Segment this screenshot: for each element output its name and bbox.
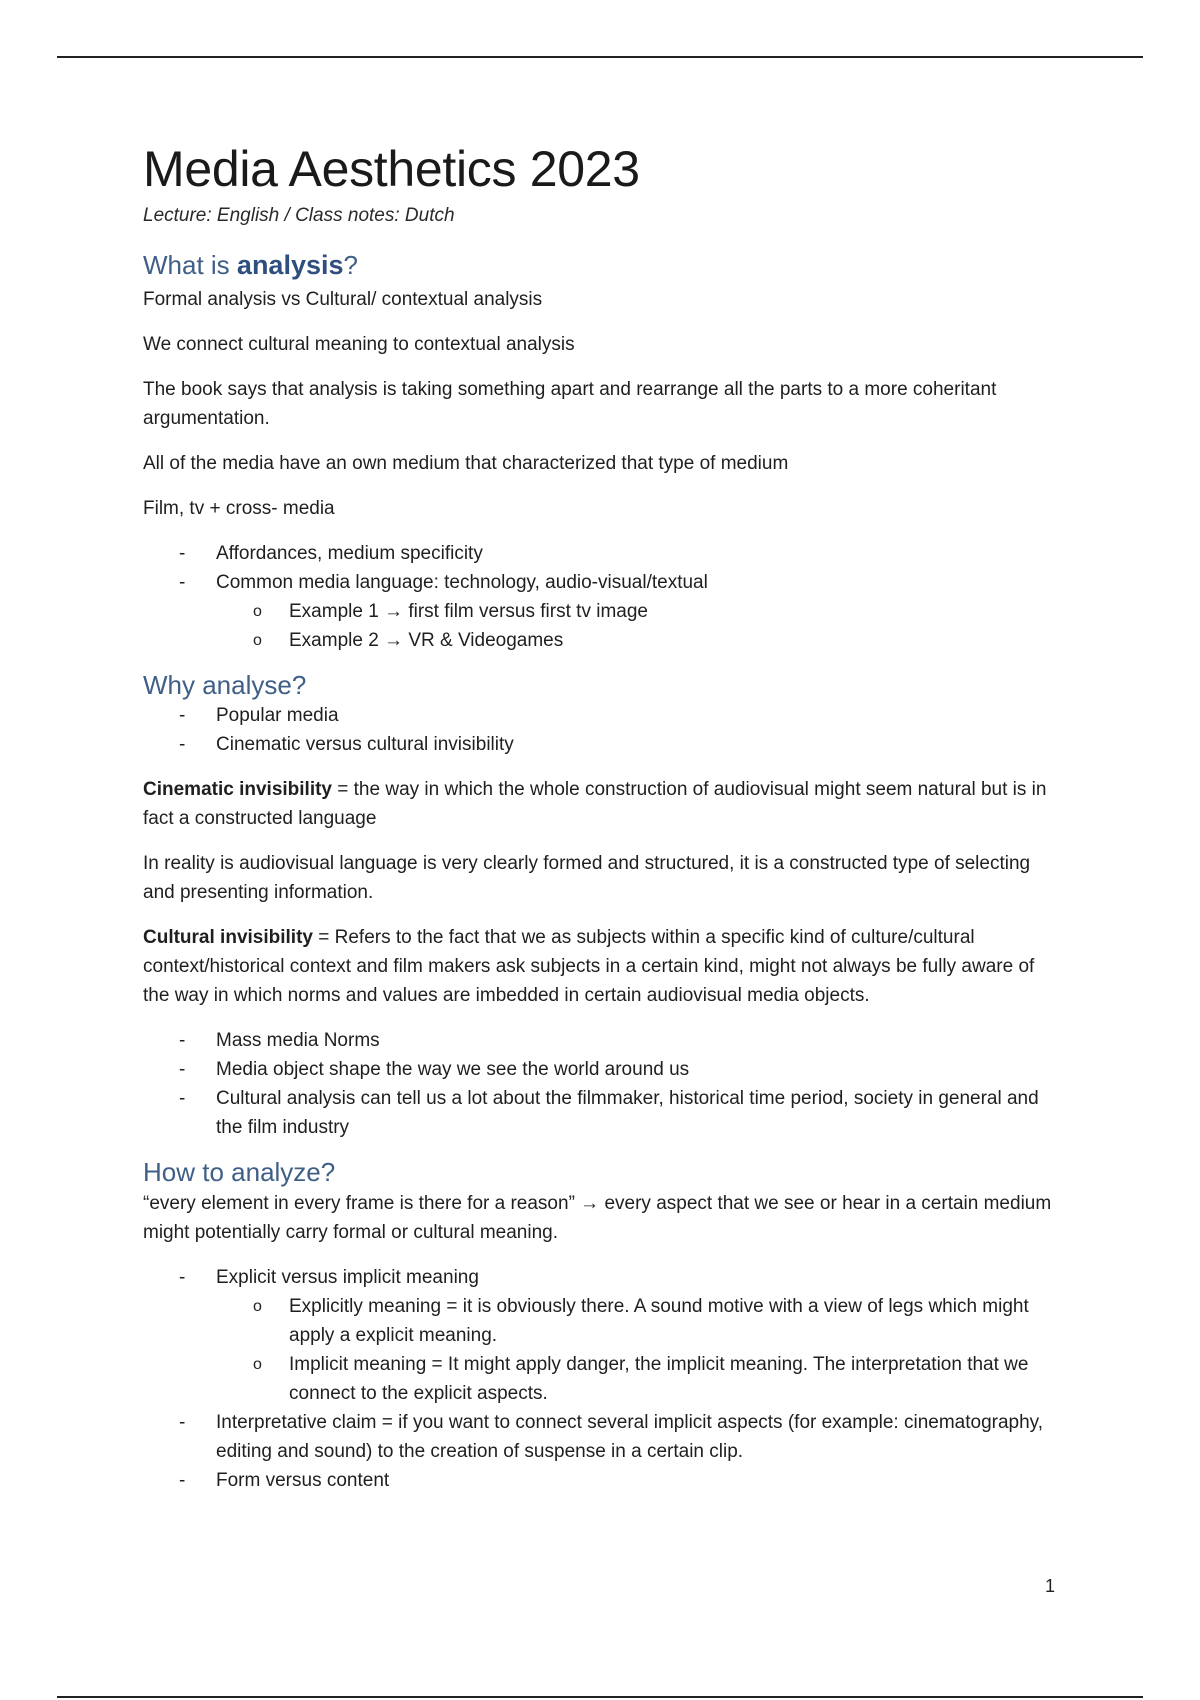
dash-marker: - — [179, 1059, 186, 1081]
sub-list-item-text: Example 2 → VR & Videogames — [289, 629, 564, 651]
list-item — [143, 1263, 1063, 1408]
paragraph: We connect cultural meaning to contextual analysis — [143, 333, 575, 355]
list-item-text: Explicit versus implicit meaning — [216, 1266, 479, 1288]
circle-marker: o — [253, 1355, 262, 1373]
term: Cinematic invisibility — [143, 779, 332, 801]
document-page — [143, 140, 1063, 1495]
list-item-text: Cultural analysis can tell us a lot about the filmmaker, historical time period, society in general and the film industry — [216, 1088, 1039, 1139]
sub-list-item — [143, 597, 1063, 626]
sub-list-item-text: Implicit meaning = It might apply danger, the implicit meaning. The interpretation that we connect to the explicit aspects. — [289, 1353, 1029, 1404]
circle-marker: o — [253, 602, 262, 620]
sub-bullet-list — [216, 1292, 1063, 1408]
dash-marker: - — [179, 1266, 186, 1288]
paragraph: In reality is audiovisual language is very clearly formed and structured, it is a constructed type of selecting and presenting information. — [143, 853, 1031, 904]
list-item — [143, 1408, 1063, 1466]
list-item-text: Affordances, medium specificity — [216, 542, 483, 564]
paragraph: Formal analysis vs Cultural/ contextual analysis — [143, 288, 543, 310]
page-number: 1 — [1045, 1576, 1056, 1596]
list-item-text: Common media language: technology, audio-visual/textual — [216, 571, 708, 593]
definition: = the way in which the whole construction of audiovisual might seem natural but is in fact a constructed language — [143, 779, 1047, 830]
heading-text: What is — [143, 250, 237, 280]
heading-why-analyse: Why analyse? — [143, 669, 307, 700]
document-title: Media Aesthetics 2023 — [143, 141, 640, 197]
list-item-text: Media object shape the way we see the world around us — [216, 1059, 690, 1081]
paragraph: “every element in every frame is there for a reason” → every aspect that we see or hear in a certain medium might potentially carry formal or cultural meaning. — [143, 1192, 1052, 1243]
sub-list-item — [143, 1292, 1063, 1350]
sub-list-item — [143, 1350, 1063, 1408]
list-item-text: Popular media — [216, 705, 339, 727]
list-item-text: Interpretative claim = if you want to connect several implicit aspects (for example: cinematography, editing and sound) to the creation of suspense in a certain clip. — [216, 1411, 1044, 1462]
top-rule — [57, 56, 1143, 58]
dash-marker: - — [179, 1469, 186, 1491]
paragraph: All of the media have an own medium that characterized that type of medium — [143, 452, 789, 474]
list-item — [143, 1055, 1063, 1084]
sub-list-item-text: Explicitly meaning = it is obviously there. A sound motive with a view of legs which might apply a explicit meaning. — [289, 1295, 1029, 1346]
sub-bullet-list — [216, 597, 1063, 655]
dash-marker: - — [179, 734, 186, 756]
list-item — [143, 568, 1063, 655]
dash-marker: - — [179, 542, 186, 564]
list-item — [143, 701, 1063, 730]
bullet-list — [143, 1026, 1063, 1142]
bullet-list — [143, 1263, 1063, 1495]
bottom-rule — [57, 1696, 1143, 1698]
definition: = Refers to the fact that we as subjects within a specific kind of culture/cultural context/historical context and film makers ask subjects in a certain kind, might not always be fully aware of the way in which norms and values are imbedded in certain audiovisual media objects. — [143, 927, 1035, 1007]
heading-how-to-analyze: How to analyze? — [143, 1157, 336, 1188]
document-subtitle: Lecture: English / Class notes: Dutch — [143, 205, 455, 226]
list-item — [143, 539, 1063, 568]
bullet-list — [143, 701, 1063, 759]
list-item — [143, 1026, 1063, 1055]
dash-marker: - — [179, 1088, 186, 1110]
sub-list-item-text: Example 1 → first film versus first tv image — [289, 600, 648, 622]
bullet-list — [143, 539, 1063, 655]
term: Cultural invisibility — [143, 927, 313, 949]
circle-marker: o — [253, 631, 262, 649]
sub-list-item — [143, 626, 1063, 655]
dash-marker: - — [179, 571, 186, 593]
dash-marker: - — [179, 1411, 186, 1433]
dash-marker: - — [179, 1030, 186, 1052]
paragraph: The book says that analysis is taking something apart and rearrange all the parts to a more coheritant argumentation. — [143, 378, 997, 429]
list-item — [143, 730, 1063, 759]
list-item — [143, 1084, 1063, 1142]
dash-marker: - — [179, 705, 186, 727]
heading-what-is-analysis — [143, 249, 1063, 283]
list-item-text: Form versus content — [216, 1469, 390, 1491]
definition-cinematic-invisibility — [143, 775, 1063, 833]
list-item-text: Cinematic versus cultural invisibility — [216, 734, 514, 756]
heading-emphasis: analysis — [236, 250, 344, 280]
list-item-text: Mass media Norms — [216, 1030, 380, 1052]
list-item — [143, 1466, 1063, 1495]
circle-marker: o — [253, 1297, 262, 1315]
paragraph: Film, tv + cross- media — [143, 497, 335, 519]
heading-text-end: ? — [343, 250, 358, 280]
definition-cultural-invisibility — [143, 923, 1063, 1010]
